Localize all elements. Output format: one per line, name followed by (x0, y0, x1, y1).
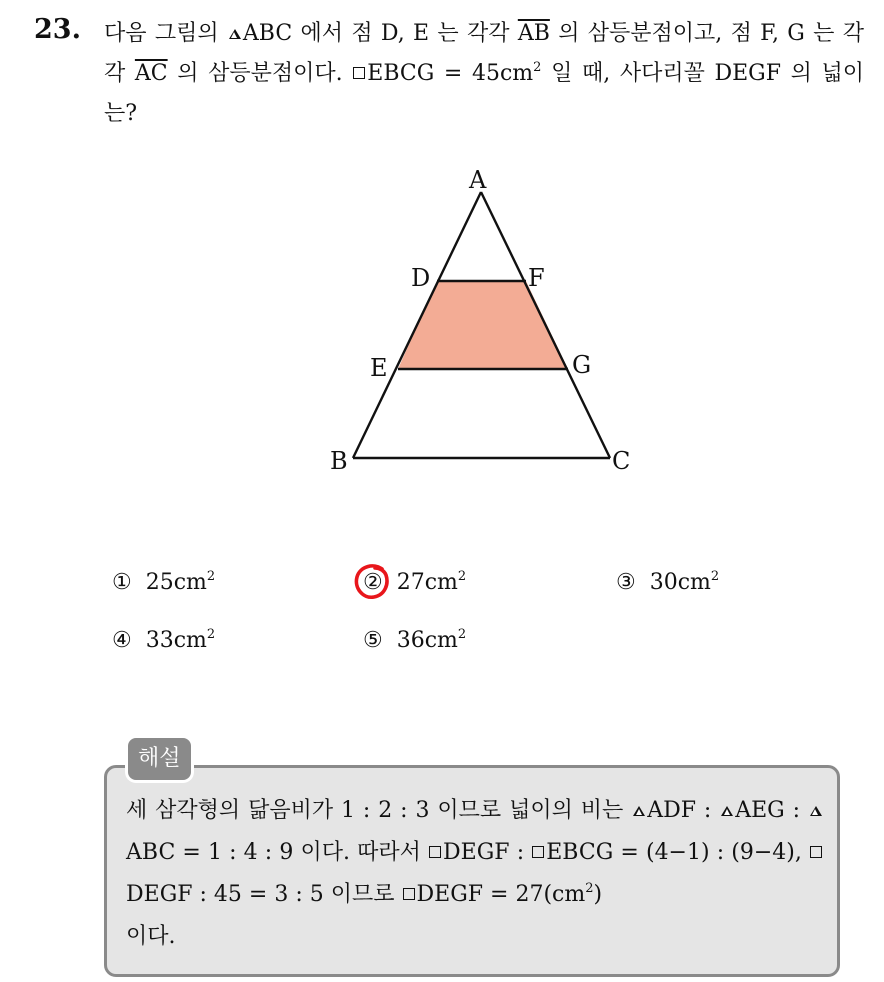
trapezoid-degf (398, 281, 568, 369)
label-f: F (528, 264, 545, 292)
label-a: A (469, 166, 487, 194)
choice-value: $36cm^2$ (396, 627, 467, 653)
label-c: C (612, 447, 631, 475)
segment-ac: $\overline{AC}$ (134, 61, 168, 86)
choice-4[interactable] (112, 628, 215, 653)
answer-circle-mark (352, 562, 392, 602)
label-g: G (572, 351, 592, 379)
triangle-figure (320, 160, 640, 490)
choice-value: $25cm^2$ (145, 569, 216, 595)
choice-number: ② (363, 570, 383, 595)
choice-3[interactable] (616, 570, 719, 595)
choice-1[interactable] (112, 570, 215, 595)
question-number: 23. (34, 14, 81, 45)
label-b: B (330, 447, 348, 475)
choice-number: ① (112, 570, 132, 595)
choice-number: ⑤ (363, 628, 383, 653)
square-symbol (353, 67, 365, 79)
question-stem: 다음 그림의 ABC 에서 점 D, E 는 각각 $\overline{AB}$ 의 삼등분점이고, 점 F, G 는 각각 $\overline{AC}$ 의 삼등분점이다. EBCG = $45cm^2$ 일 때, 사다리꼴 DEGF 의 넓이는? (104, 21, 865, 126)
segment-ab: $\overline{AB}$ (517, 21, 550, 46)
choice-number: ④ (112, 628, 132, 653)
solution-text: 세 삼각형의 닮음비가 1 : 2 : 3 이므로 넓이의 비는 ADF : AEG : ABC = 1 : 4 : 9 이다. 따라서 DEGF : EBCG = (4−1) : (9−4), DEGF : 45 = 3 : 5 이므로 DEGF = $27(cm^2)$ 이다. (126, 790, 824, 958)
solution-tag: 해설 (128, 738, 191, 780)
choice-5[interactable] (363, 628, 466, 653)
choice-value: $27cm^2$ (396, 569, 467, 595)
choice-number: ③ (616, 570, 636, 595)
choice-value: $33cm^2$ (145, 627, 216, 653)
label-e: E (370, 354, 388, 382)
label-d: D (411, 264, 431, 292)
choice-value: $30cm^2$ (649, 569, 720, 595)
triangle-symbol (229, 29, 241, 39)
